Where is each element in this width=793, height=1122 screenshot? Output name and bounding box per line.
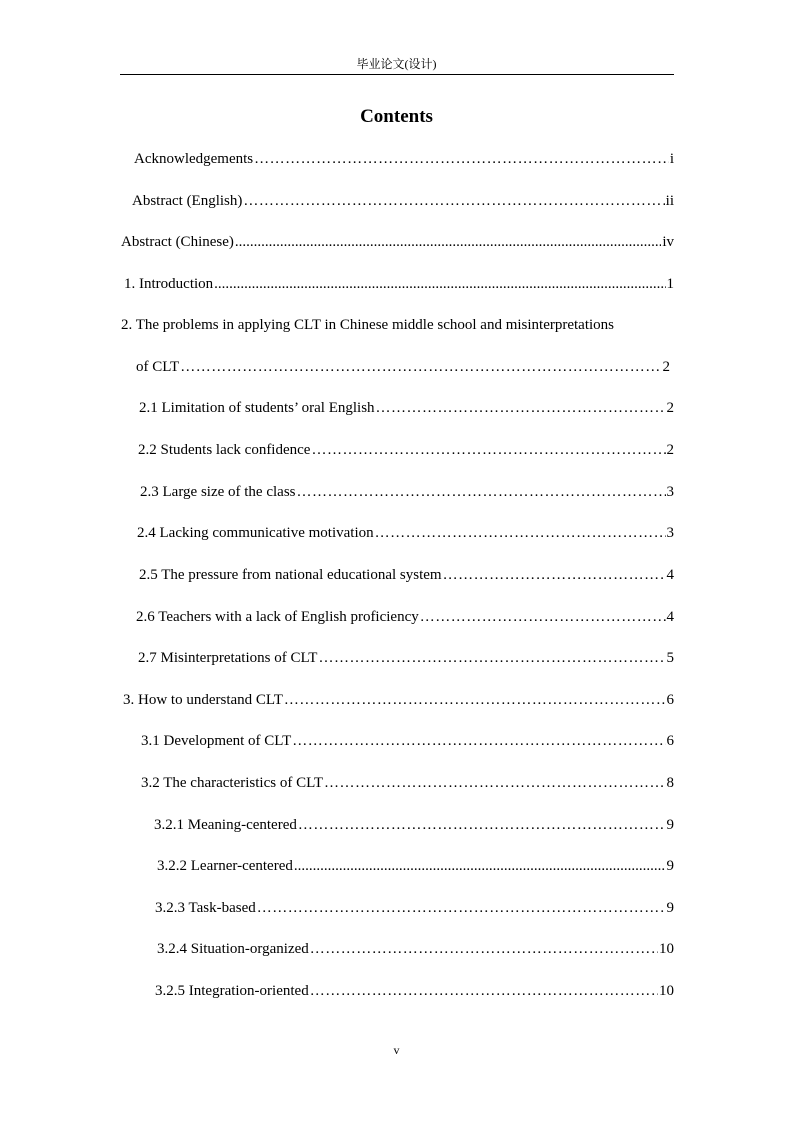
toc-entry-3-2[interactable]	[141, 772, 674, 794]
toc-entry-2-5[interactable]	[139, 564, 674, 586]
toc-entry-3-2-4[interactable]	[157, 938, 674, 960]
toc-entry-3-2-3[interactable]	[155, 897, 674, 919]
toc-entry-page: 5	[666, 650, 674, 666]
toc-entry-label: 2.1 Limitation of students’ oral English	[139, 400, 375, 416]
toc-leader	[297, 481, 666, 503]
toc-entry-label: 2.6 Teachers with a lack of English proficiency	[136, 609, 419, 625]
toc-entry-label: 2.3 Large size of the class	[140, 484, 296, 500]
toc-entry-label: 1. Introduction	[124, 276, 214, 292]
toc-entry-abstract-english[interactable]	[132, 190, 674, 212]
toc-leader	[311, 439, 665, 461]
toc-leader	[298, 814, 666, 836]
toc-entry-page: i	[669, 151, 674, 167]
toc-entry-label: 2. The problems in applying CLT in Chinese middle school and misinterpretations	[121, 317, 615, 333]
toc-entry-label: Abstract (English)	[132, 193, 243, 209]
toc-entry-page: 2	[662, 359, 670, 375]
toc-entry-3-1[interactable]	[141, 730, 674, 752]
toc-leader	[294, 855, 666, 877]
page-title: Contents	[360, 106, 433, 127]
page-number: v	[393, 1043, 400, 1057]
toc-leader	[235, 231, 661, 253]
toc-leader	[324, 772, 665, 794]
toc-leader	[257, 897, 666, 919]
toc-entry-page: 9	[666, 858, 674, 874]
toc-entry-label: 2.7 Misinterpretations of CLT	[138, 650, 318, 666]
running-header: 毕业论文(设计)	[356, 57, 437, 71]
toc-entry-page: 2	[666, 400, 674, 416]
toc-entry-page: 10	[659, 941, 674, 957]
toc-leader	[318, 647, 665, 669]
toc-entry-3-2-2[interactable]	[157, 855, 674, 877]
toc-leader	[254, 148, 669, 170]
toc-entry-label: of CLT	[136, 359, 180, 375]
toc-entry-acknowledgements[interactable]	[134, 148, 674, 170]
toc-entry-page: 9	[666, 900, 674, 916]
toc-entry-abstract-chinese[interactable]	[121, 231, 674, 253]
toc-entry-label: 2.4 Lacking communicative motivation	[137, 525, 374, 541]
toc-entry-label: 3.2 The characteristics of CLT	[141, 775, 324, 791]
toc-entry-2-1[interactable]	[139, 397, 674, 419]
toc-entry-2-6[interactable]	[136, 606, 674, 628]
toc-entry-label: 2.5 The pressure from national educational system	[139, 567, 442, 583]
toc-entry-page: 4	[666, 567, 674, 583]
toc-entry-label: 3.2.2 Learner-centered	[157, 858, 293, 874]
toc-entry-page: 9	[666, 817, 674, 833]
toc-leader	[292, 730, 665, 752]
toc-entry-page: 8	[666, 775, 674, 791]
toc-entry-label: 2.2 Students lack confidence	[138, 442, 311, 458]
toc-leader	[420, 606, 666, 628]
toc-entry-3-2-1[interactable]	[154, 814, 674, 836]
toc-entry-page: 3	[666, 525, 674, 541]
toc-entry-page: 10	[659, 983, 674, 999]
toc-entry-label: 3.1 Development of CLT	[141, 733, 292, 749]
toc-leader	[214, 273, 665, 295]
toc-entry-2-2[interactable]	[138, 439, 674, 461]
toc-leader	[180, 356, 661, 378]
toc-entry-page: 1	[666, 276, 674, 292]
toc-leader	[310, 938, 658, 960]
toc-entry-2-3[interactable]	[140, 481, 674, 503]
toc-leader	[376, 397, 666, 419]
toc-entry-chapter-3[interactable]	[123, 689, 674, 711]
toc-entry-page: 2	[666, 442, 674, 458]
toc-entry-page: ii	[665, 193, 674, 209]
toc-entry-label: 3. How to understand CLT	[123, 692, 283, 708]
toc-entry-label: 3.2.3 Task-based	[155, 900, 256, 916]
toc-leader	[310, 980, 658, 1002]
toc-entry-page: 6	[666, 692, 674, 708]
toc-entry-page: 3	[666, 484, 674, 500]
toc-leader	[243, 190, 664, 212]
toc-entry-label: 3.2.1 Meaning-centered	[154, 817, 297, 833]
toc-entry-label: 3.2.5 Integration-oriented	[155, 983, 309, 999]
toc-entry-chapter-2-heading[interactable]	[121, 314, 674, 336]
toc-entry-page: 4	[666, 609, 674, 625]
toc-entry-2-7[interactable]	[138, 647, 674, 669]
toc-entry-label: Acknowledgements	[134, 151, 254, 167]
toc-entry-label: Abstract (Chinese)	[121, 234, 234, 250]
toc-leader	[443, 564, 666, 586]
toc-entry-label: 3.2.4 Situation-organized	[157, 941, 309, 957]
toc-entry-2-4[interactable]	[137, 522, 674, 544]
toc-entry-page: iv	[662, 234, 674, 250]
toc-entry-3-2-5[interactable]	[155, 980, 674, 1002]
toc-entry-introduction[interactable]	[124, 273, 674, 295]
toc-entry-page: 6	[666, 733, 674, 749]
toc-leader	[284, 689, 666, 711]
toc-leader	[375, 522, 666, 544]
toc-entry-chapter-2[interactable]	[136, 356, 670, 378]
